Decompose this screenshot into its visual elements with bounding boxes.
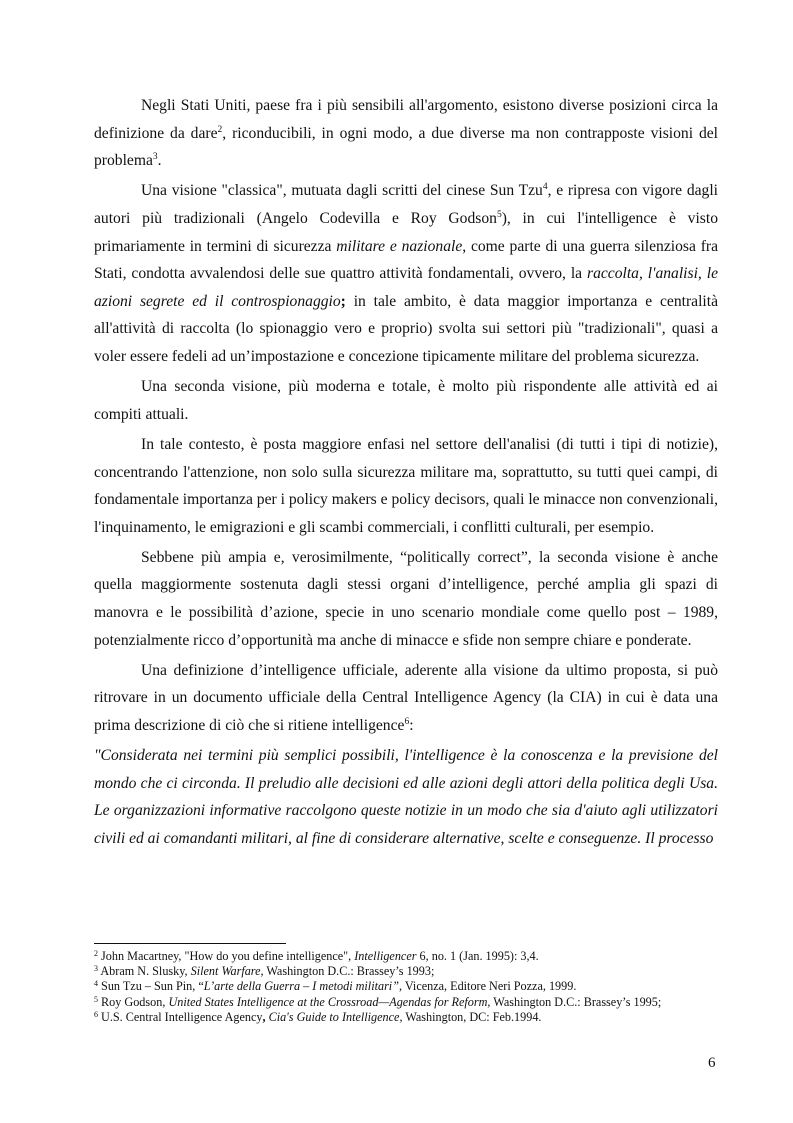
page-number: 6 xyxy=(708,1055,716,1071)
paragraph-classic-vision: Una visione "classica", mutuata dagli scritti del cinese Sun Tzu$^4$, e ripresa con vigore dagli autori più tradizionali (Angelo Codevilla e Roy Godson$^5$), in cui l'intelligence è visto primariamente in termini di sicurezza militare e nazionale, come parte di una guerra silenziosa fra Stati, condotta avvalendosi delle sue quattro attività fondamentali, ovvero, la raccolta, l'analisi, le azioni segrete ed il controspionaggio; in tale ambito, è data maggior importanza e centralità all'attività di raccolta (lo spionaggio vero e proprio) svolta sui settori più "tradizionali", quasi a voler essere fedeli ad un’impostazione e concezione tipicamente militare del problema sicurezza. xyxy=(94,182,719,365)
paragraph-second-vision: Una seconda visione, più moderna e totale, è molto più rispondente alle attività ed ai compiti attuali. xyxy=(94,378,718,423)
paragraph-us-positions: Negli Stati Uniti, paese fra i più sensibili all'argomento, esistono diverse posizioni circa la definizione da dare$^2$, riconducibili, in ogni modo, a due diverse ma non contrapposte visioni del problema$^3$. xyxy=(94,97,718,170)
footnote-ref-3[interactable]: 3 xyxy=(152,152,158,163)
footnotes xyxy=(94,949,734,1025)
body-text xyxy=(94,92,718,853)
paragraph-context: In tale contesto, è posta maggiore enfasi nel settore dell'analisi (di tutti i tipi di notizie), concentrando l'attenzione, non solo sulla sicurezza militare ma, soprattutto, su tutti quei campi, di fondamentale importanza per i policy makers e policy decisors, quali le minacce non convenzionali, l'inquinamento, le emigrazioni e gli scambi commerciali, i conflitti culturali, per esempio. xyxy=(94,435,718,536)
footnote-4: $^4$ Sun Tzu – Sun Pin, “L’arte della Guerra – I metodi militari”, Vicenza, Editore Neri Pozza, 1999. xyxy=(94,979,577,994)
footnote-ref-2[interactable]: 2 xyxy=(217,124,223,135)
footnote-5: $^5$ Roy Godson, United States Intelligence at the Crossroad—Agendas for Reform, Washington D.C.: Brassey’s 1995; xyxy=(94,994,662,1009)
footnote-ref-6[interactable]: 6 xyxy=(404,717,410,728)
footnote-ref-5[interactable]: 5 xyxy=(496,209,502,220)
footnote-divider xyxy=(94,943,286,944)
footnote-3: $^3$ Abram N. Slusky, Silent Warfare, Washington D.C.: Brassey’s 1993; xyxy=(94,964,435,979)
paragraph-cia-definition: Una definizione d’intelligence ufficiale, aderente alla visione da ultimo proposta, si può ritrovare in un documento ufficiale della Central Intelligence Agency (la CIA) in cui è data una prima descrizione di ciò che si ritiene intelligence$^6$: xyxy=(94,661,718,735)
cia-quote: "Considerata nei termini più semplici possibili, l'intelligence è la conoscenza e la previsione del mondo che ci circonda. Il preludio alle decisioni ed alle azioni degli attori della politica degli Usa. Le organizzazioni informative raccolgono queste notizie in un modo che sia d'aiuto agli utilizzatori civili ed ai comandanti militari, al fine di considerare alternative, scelte e conseguenze. Il processo xyxy=(94,747,718,847)
footnote-ref-4[interactable]: 4 xyxy=(542,182,548,193)
footnote-2: $^2$ John Macartney, "How do you define intelligence", Intelligencer 6, no. 1 (Jan. 1995): 3,4. xyxy=(94,949,539,963)
paragraph-politically-correct: Sebbene più ampia e, verosimilmente, “politically correct”, la seconda visione è anche quella maggiormente sostenuta dagli stessi organi d’intelligence, perché amplia gli spazi di manovra e le possibilità d’azione, specie in uno scenario mondiale come quello post – 1989, potenzialmente ricco d’opportunità ma anche di minacce e sfide non sempre chiare e ponderate. xyxy=(94,548,718,649)
footnote-6: $^6$ U.S. Central Intelligence Agency, Cia's Guide to Intelligence, Washington, DC: Feb.1994. xyxy=(94,1009,542,1024)
